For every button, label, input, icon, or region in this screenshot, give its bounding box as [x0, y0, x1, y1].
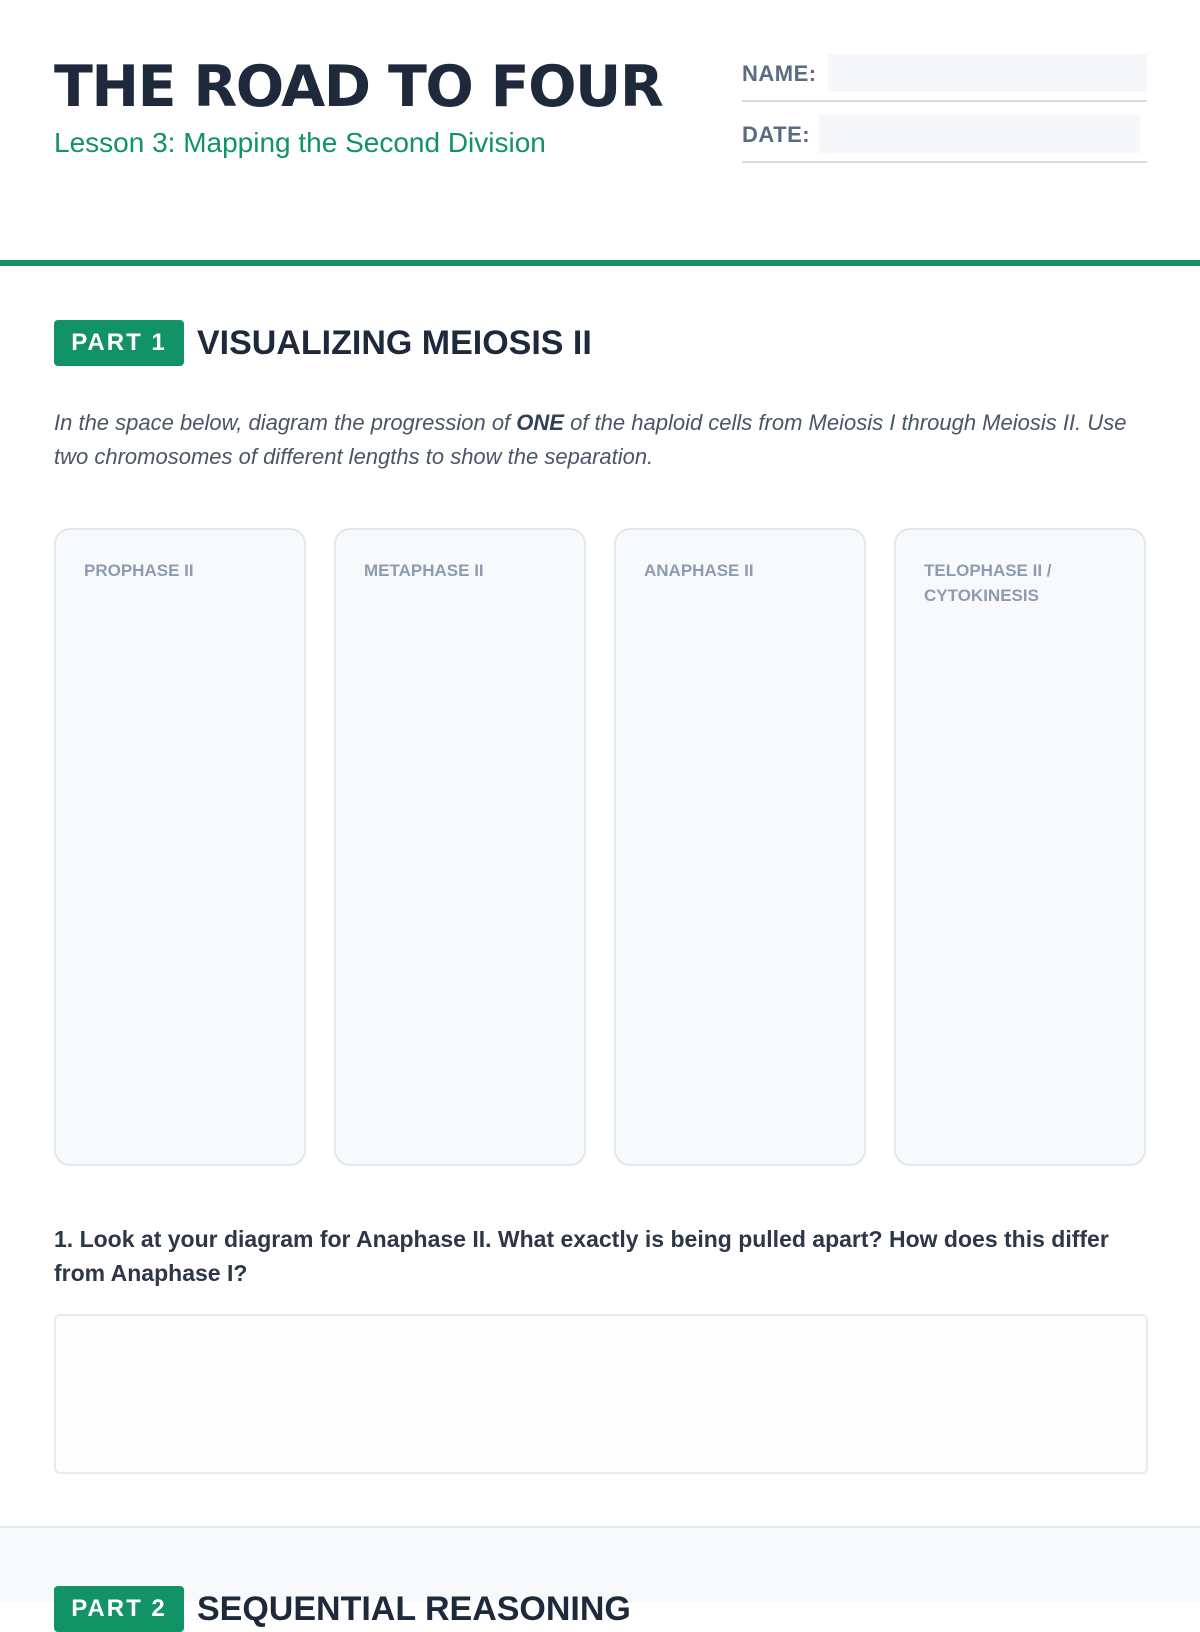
date-label: DATE:	[742, 122, 811, 147]
instructions-text-start: In the space below, diagram the progression of	[54, 410, 517, 435]
date-input[interactable]	[819, 115, 1140, 153]
metaphase-ii-drawing-area[interactable]	[334, 528, 586, 1166]
part-1-title: VISUALIZING MEIOSIS II	[197, 324, 592, 362]
part-1-instructions	[54, 406, 1164, 474]
worksheet-header	[0, 0, 1200, 262]
question-1: 1. Look at your diagram for Anaphase II. What exactly is being pulled apart? How does this differ from Anaphase I?	[54, 1226, 1109, 1286]
question-1-answer-field[interactable]	[54, 1314, 1148, 1474]
part-2-section	[0, 1526, 1200, 1628]
instructions-emphasis: ONE	[516, 410, 564, 435]
lesson-subtitle: Lesson 3: Mapping the Second Division	[54, 127, 546, 158]
stage-label-anaphase-ii: ANAPHASE II	[644, 561, 754, 580]
telophase-ii-drawing-area[interactable]	[894, 528, 1146, 1166]
name-field-row	[742, 52, 1147, 102]
part-2-title: SEQUENTIAL REASONING	[197, 1590, 631, 1628]
stage-label-telophase-ii: TELOPHASE II / CYTOKINESIS	[924, 561, 1052, 605]
date-field-row	[742, 113, 1147, 163]
anaphase-ii-drawing-area[interactable]	[614, 528, 866, 1166]
name-label: NAME:	[742, 61, 817, 86]
stage-label-prophase-ii: PROPHASE II	[84, 561, 194, 580]
instructions-text-end: of the haploid cells from Meiosis I through Meiosis II. Use two chromosomes of different lengths to show the separation.	[54, 410, 1127, 469]
part-1-badge: PART 1	[54, 320, 184, 366]
header-divider	[0, 260, 1200, 266]
part-2-badge: PART 2	[54, 1586, 184, 1632]
prophase-ii-drawing-area[interactable]	[54, 528, 306, 1166]
stage-label-metaphase-ii: METAPHASE II	[364, 561, 484, 580]
worksheet-title: THE ROAD TO FOUR	[54, 54, 663, 120]
name-input[interactable]	[828, 54, 1147, 92]
